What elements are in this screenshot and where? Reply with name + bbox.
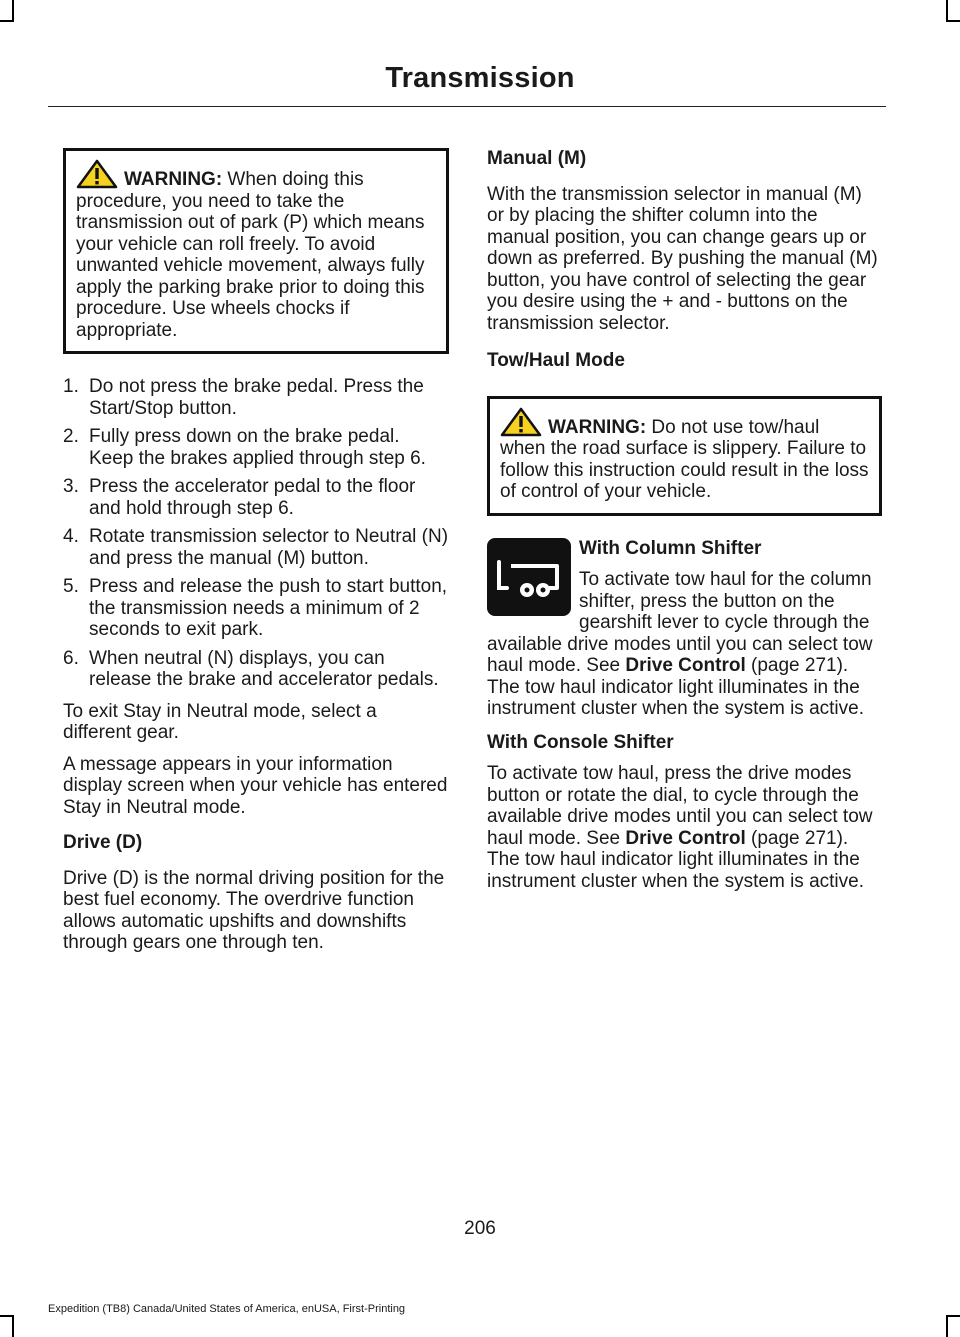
tow-haul-icon	[487, 538, 571, 616]
warning-text-block	[490, 407, 869, 503]
manual-heading: Manual (M)	[487, 148, 587, 169]
warning-text-block	[66, 159, 436, 341]
crop-mark	[0, 1315, 14, 1317]
list-item	[63, 648, 449, 691]
page-number: 206	[464, 1218, 496, 1239]
column-text-2: (page 271). The tow haul indicator light illuminates in the instrument cluster when the system is active.	[487, 655, 864, 719]
crop-mark	[946, 1315, 948, 1337]
drive-control-link[interactable]: Drive Control	[625, 655, 746, 676]
console-shifter-heading: With Console Shifter	[487, 731, 674, 753]
step-number: 6.	[63, 647, 79, 669]
step-number: 2.	[63, 426, 79, 447]
list-item	[63, 426, 449, 469]
console-text-1: To activate tow haul, press the drive modes button or rotate the dial, to cycle through the available drive modes until you can select tow haul mode. See	[487, 763, 873, 849]
footer-text: Expedition (TB8) Canada/United States of America, enUSA, First-Printing	[48, 1303, 406, 1315]
console-shifter-paragraph	[487, 763, 882, 892]
warning-box	[63, 148, 449, 354]
drive-control-link[interactable]: Drive Control	[625, 827, 746, 849]
list-item	[63, 526, 449, 569]
list-item	[63, 376, 449, 419]
procedure-steps	[63, 376, 449, 691]
step-number: 5.	[63, 576, 79, 597]
message-paragraph: A message appears in your information display screen when your vehicle has entered Stay in Neutral mode.	[63, 753, 448, 818]
right-column	[487, 148, 882, 902]
step-text: Press and release the push to start button, the transmission needs a minimum of 2 seconds to exit park.	[89, 576, 448, 640]
warning-box	[487, 396, 882, 516]
step-text: Press the accelerator pedal to the floor and hold through step 6.	[89, 476, 416, 519]
manual-paragraph: With the transmission selector in manual (M) or by placing the shifter column into the manual position, you can change gears up or down as preferred. By pushing the manual (M) button, you have control of selecting the gear you desire using the + and - buttons on the transmission selector.	[487, 183, 878, 334]
crop-mark	[946, 1315, 960, 1317]
warning-text: When doing this procedure, you need to take the transmission out of park (P) which means your vehicle can roll freely. To avoid unwanted vehicle movement, always fully apply the parking brake prior to doing this procedure. Use wheels chocks if appropriate.	[76, 169, 425, 341]
exit-paragraph: To exit Stay in Neutral mode, select a different gear.	[63, 700, 377, 743]
column-shifter-section	[487, 538, 882, 720]
drive-heading: Drive (D)	[63, 832, 143, 853]
warning-label: WARNING:	[548, 416, 647, 438]
page-title: Transmission	[385, 62, 575, 94]
tow-haul-heading: Tow/Haul Mode	[487, 350, 625, 371]
list-item	[63, 576, 449, 641]
warning-label: WARNING:	[124, 169, 223, 190]
step-number: 4.	[63, 526, 79, 547]
crop-mark	[946, 20, 960, 22]
crop-mark	[12, 1315, 14, 1337]
crop-mark	[12, 0, 14, 22]
step-number: 1.	[63, 376, 79, 397]
console-text-2: (page 271). The tow haul indicator light illuminates in the instrument cluster when the system is active.	[487, 827, 864, 892]
drive-paragraph: Drive (D) is the normal driving position for the best fuel economy. The overdrive function allows automatic upshifts and downshifts through gears one through ten.	[63, 867, 445, 953]
crop-mark	[0, 20, 14, 22]
warning-triangle-icon	[500, 407, 542, 437]
warning-triangle-icon	[76, 159, 118, 189]
left-column	[63, 148, 449, 964]
step-text: When neutral (N) displays, you can release the brake and accelerator pedals.	[89, 647, 439, 690]
step-text: Do not press the brake pedal. Press the Start/Stop button.	[89, 376, 424, 419]
list-item	[63, 476, 449, 519]
warning-text: Do not use tow/haul when the road surface is slippery. Failure to follow this instruction could result in the loss of control of your vehicle.	[500, 416, 869, 502]
step-text: Fully press down on the brake pedal. Keep the brakes applied through step 6.	[89, 426, 426, 469]
crop-mark	[946, 0, 948, 22]
header-divider	[48, 106, 886, 107]
step-text: Rotate transmission selector to Neutral (N) and press the manual (M) button.	[89, 526, 449, 569]
column-text-1: To activate tow haul for the column shifter, press the button on the gearshift lever to cycle through the available drive modes until you can select tow haul mode. See	[487, 569, 873, 676]
column-shifter-heading: With Column Shifter	[579, 537, 762, 559]
step-number: 3.	[63, 476, 79, 497]
